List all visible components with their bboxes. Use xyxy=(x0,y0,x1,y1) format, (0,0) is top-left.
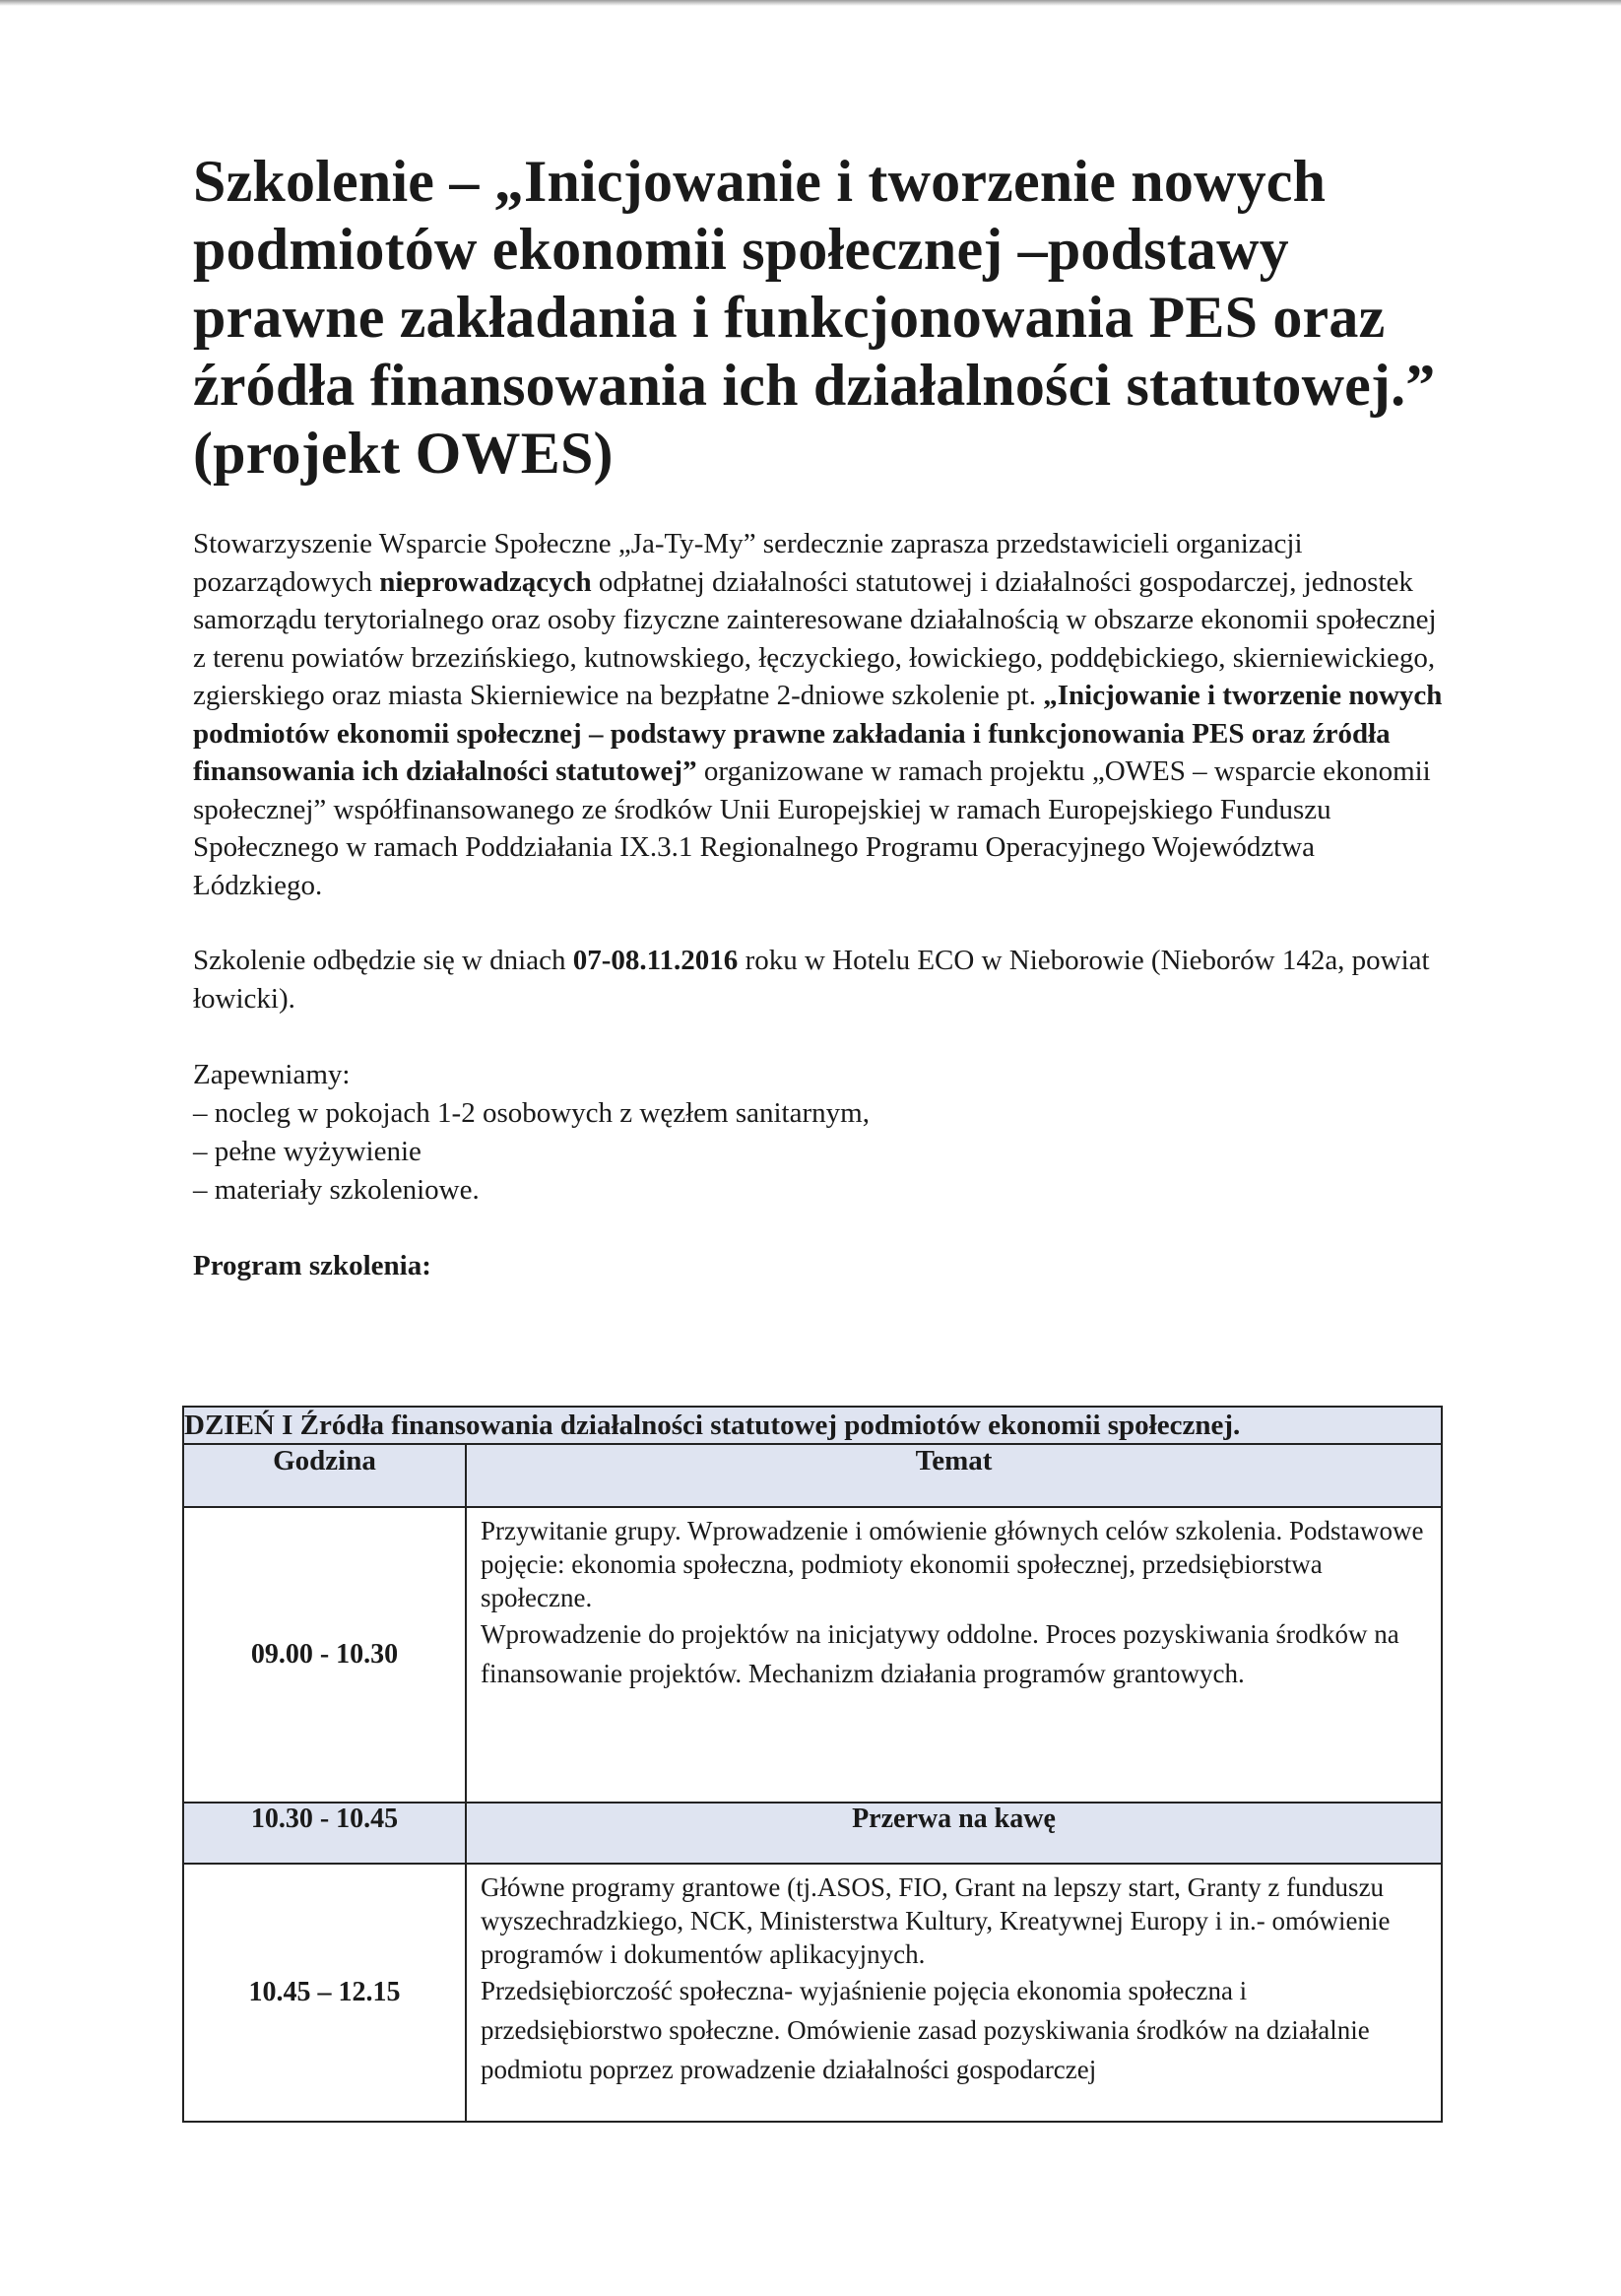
column-header-topic: Temat xyxy=(466,1444,1442,1507)
break-label: Przerwa na kawę xyxy=(466,1803,1442,1864)
intro-text-3: organizowane w ramach projektu „OWES – wsparcie ekonomii społecznej” współfinansowanego ze środków Unii Europejskiej w ramach Europejskiego Funduszu Społecznego w ramach Poddziałania IX.3.1 Regionalnego Programu Operacyjnego Województwa Łódzkiego. xyxy=(193,755,1431,901)
break-row xyxy=(183,1803,1442,1864)
dates-text-after: roku w Hotelu ECO w Nieborowie (Nieborów 142a, powiat łowicki). xyxy=(193,945,1430,1015)
topic-text: Przywitanie grupy. Wprowadzenie i omówienie głównych celów szkolenia. Podstawowe pojęcie: ekonomia społeczna, podmioty ekonomii społecznej, przedsiębiorstwa społeczne. xyxy=(481,1516,1424,1612)
topic-text: Główne programy grantowe (tj.ASOS, FIO, Grant na lepszy start, Granty z funduszu wyszechradzkiego, NCK, Ministerstwa Kultury, Kreatywnej Europy i in.- omówienie programów i dokumentów aplikacyjnych. xyxy=(481,1872,1391,1969)
intro-text-1: Stowarzyszenie Wsparcie Społeczne „Ja-Ty-My” serdecznie zaprasza przedstawicieli organizacji pozarządowych xyxy=(193,528,1303,598)
dates-bold: 07-08.11.2016 xyxy=(572,945,739,976)
topic-cell xyxy=(466,1507,1442,1803)
document-page xyxy=(193,148,1444,1285)
provide-item: – nocleg w pokojach 1-2 osobowych z węzłem sanitarnym, xyxy=(193,1097,870,1129)
topic-text: Przedsiębiorczość społeczna- wyjaśnienie pojęcia ekonomia społeczna i przedsiębiorstwo społeczne. Omówienie zasad pozyskiwania środków na działalnie podmiotu poprzez prowadzenie działalności gospodarczej xyxy=(481,1976,1370,2084)
intro-text-2: odpłatnej działalności statutowej i działalności gospodarczej, jednostek samorządu terytorialnego oraz osoby fizyczne zainteresowane działalnością w obszarze ekonomii społecznej z terenu powiatów brzezińskiego, kutnowskiego, łęczyckiego, łowickiego, poddębickiego, skierniewickiego, zgierskiego oraz miasta Skierniewice na bezpłatne 2-dniowe szkolenie pt. xyxy=(193,565,1437,711)
schedule-table xyxy=(182,1406,1443,2123)
provide-section xyxy=(193,1056,1444,1210)
time-cell: 09.00 - 10.30 xyxy=(183,1507,466,1803)
topic-text: Wprowadzenie do projektów na inicjatywy oddolne. Proces pozyskiwania środków na finansowanie projektów. Mechanizm działania programów grantowych. xyxy=(481,1619,1399,1688)
scan-edge xyxy=(0,0,1621,6)
time-cell: 10.30 - 10.45 xyxy=(183,1803,466,1864)
provide-item: – pełne wyżywienie xyxy=(193,1136,421,1167)
table-row xyxy=(183,1864,1442,2122)
intro-bold-1: nieprowadzących xyxy=(379,565,592,598)
table-header-row xyxy=(183,1444,1442,1507)
intro-bold-title: „Inicjowanie i tworzenie nowych podmiotów ekonomii społecznej – podstawy prawne zakładania i funkcjonowania PES oraz źródła finansowania ich działalności statutowej” xyxy=(193,680,1443,787)
intro-paragraph xyxy=(193,525,1444,904)
provide-item: – materiały szkoleniowe. xyxy=(193,1174,480,1206)
provide-heading: Zapewniamy: xyxy=(193,1059,351,1090)
dates-text-before: Szkolenie odbędzie się w dniach xyxy=(193,945,573,976)
provide-list xyxy=(193,1094,1444,1210)
program-heading: Program szkolenia: xyxy=(193,1250,431,1281)
day-title-row xyxy=(183,1407,1442,1444)
topic-cell xyxy=(466,1864,1442,2122)
dates-paragraph xyxy=(193,942,1444,1018)
document-title: Szkolenie – „Inicjowanie i tworzenie nowych podmiotów ekonomii społecznej –podstawy prawne zakładania i funkcjonowania PES oraz źródła finansowania ich działalności statutowej.” (projekt OWES) xyxy=(193,149,1436,486)
day-title: DZIEŃ I Źródła finansowania działalności statutowej podmiotów ekonomii społecznej. xyxy=(183,1407,1442,1444)
table-row xyxy=(183,1507,1442,1803)
column-header-time: Godzina xyxy=(183,1444,466,1507)
time-cell: 10.45 – 12.15 xyxy=(183,1864,466,2122)
